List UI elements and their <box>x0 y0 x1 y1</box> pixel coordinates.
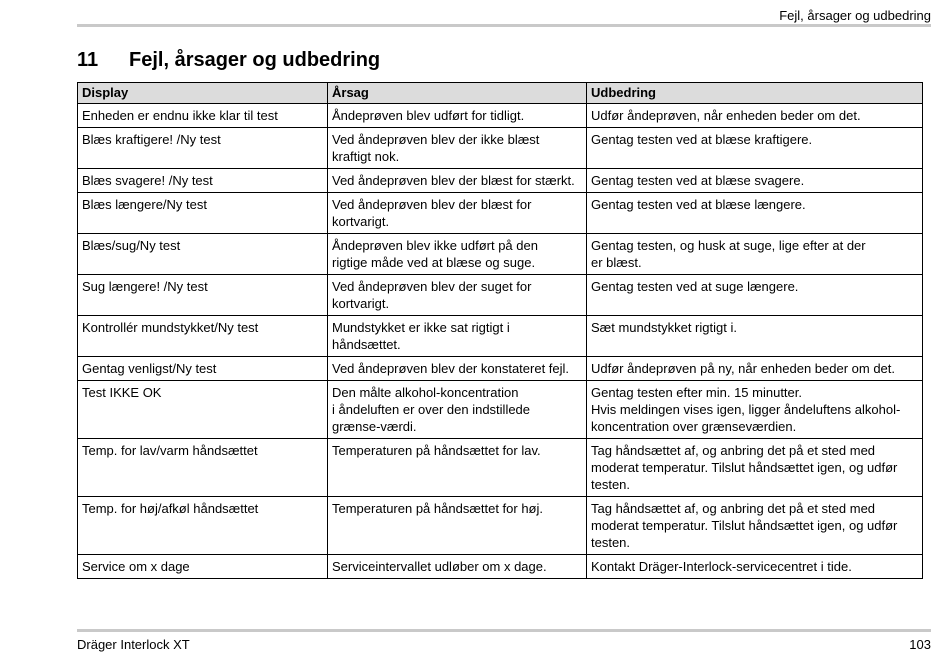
display-cell-text: Enheden er endnu ikke klar til test <box>82 108 278 123</box>
display-cell <box>78 381 328 439</box>
remedy-cell-text: moderat temperatur. Tilslut håndsættet igen, og udfør <box>591 518 898 533</box>
table-header-row <box>78 83 923 104</box>
cause-cell <box>328 381 587 439</box>
remedy-cell-text: koncentration over grænseværdien. <box>591 419 797 434</box>
table-row <box>78 316 923 357</box>
cause-cell-text: kraftigt nok. <box>332 149 400 164</box>
remedy-cell-text: Gentag testen ved at blæse svagere. <box>591 173 805 188</box>
cause-cell-text: Ved åndeprøven blev der ikke blæst <box>332 132 540 147</box>
cause-cell-text: Åndeprøven blev udført for tidligt. <box>332 108 525 123</box>
remedy-cell <box>587 104 923 128</box>
cause-cell-text: Mundstykket er ikke sat rigtigt i <box>332 320 510 335</box>
remedy-cell <box>587 555 923 579</box>
remedy-cell-text: Tag håndsættet af, og anbring det på et sted med <box>591 443 876 458</box>
table-row <box>78 439 923 497</box>
cause-cell-text: Temperaturen på håndsættet for høj. <box>332 501 544 516</box>
remedy-cell-text: Tag håndsættet af, og anbring det på et sted med <box>591 501 876 516</box>
remedy-cell-text: testen. <box>591 477 631 492</box>
remedy-cell-text: Gentag testen ved at blæse kraftigere. <box>591 132 813 147</box>
remedy-cell-text: testen. <box>591 535 631 550</box>
display-cell-text: Blæs/sug/Ny test <box>82 238 181 253</box>
display-cell <box>78 104 328 128</box>
cause-cell <box>328 357 587 381</box>
remedy-cell-text: moderat temperatur. Tilslut håndsættet igen, og udfør <box>591 460 898 475</box>
cause-cell-text: håndsættet. <box>332 337 401 352</box>
remedy-cell-text: Gentag testen ved at suge længere. <box>591 279 799 294</box>
table-row <box>78 275 923 316</box>
display-cell <box>78 169 328 193</box>
remedy-cell <box>587 316 923 357</box>
cause-cell <box>328 275 587 316</box>
cause-cell <box>328 104 587 128</box>
display-cell-text: Test IKKE OK <box>82 385 162 400</box>
cause-cell <box>328 193 587 234</box>
remedy-cell-text: Udfør åndeprøven på ny, når enheden beder om det. <box>591 361 896 376</box>
display-cell-text: Gentag venligst/Ny test <box>82 361 217 376</box>
cause-cell-text: Den målte alkohol-koncentration <box>332 385 519 400</box>
table-row <box>78 234 923 275</box>
cause-cell-text: Temperaturen på håndsættet for lav. <box>332 443 541 458</box>
remedy-cell <box>587 193 923 234</box>
table-row <box>78 555 923 579</box>
table-row <box>78 381 923 439</box>
remedy-cell <box>587 169 923 193</box>
cause-cell-text: rigtige måde ved at blæse og suge. <box>332 255 536 270</box>
display-cell-text: Temp. for høj/afkøl håndsættet <box>82 501 259 516</box>
column-header-cause: Årsag <box>328 83 587 104</box>
remedy-cell-text: Gentag testen ved at blæse længere. <box>591 197 806 212</box>
cause-cell-text: Åndeprøven blev ikke udført på den <box>332 238 538 253</box>
fault-table <box>77 82 923 579</box>
cause-cell-text: Ved åndeprøven blev der konstateret fejl. <box>332 361 570 376</box>
display-cell <box>78 193 328 234</box>
footer-product: Dräger Interlock XT <box>77 637 190 652</box>
display-cell <box>78 357 328 381</box>
footer-divider <box>77 629 931 632</box>
display-cell-text: Sug længere! /Ny test <box>82 279 208 294</box>
table-row <box>78 128 923 169</box>
display-cell <box>78 555 328 579</box>
display-cell <box>78 128 328 169</box>
table-row <box>78 169 923 193</box>
remedy-cell <box>587 275 923 316</box>
remedy-cell-text: Hvis meldingen vises igen, ligger åndeluftens alkohol- <box>591 402 901 417</box>
display-cell <box>78 275 328 316</box>
cause-cell-text: grænse-værdi. <box>332 419 417 434</box>
display-cell <box>78 439 328 497</box>
remedy-cell-text: Udfør åndeprøven, når enheden beder om det. <box>591 108 861 123</box>
cause-cell-text: Ved åndeprøven blev der blæst for <box>332 197 532 212</box>
section-title <box>77 49 380 72</box>
cause-cell-text: i åndeluften er over den indstillede <box>332 402 531 417</box>
display-cell-text: Blæs svagere! /Ny test <box>82 173 213 188</box>
remedy-cell <box>587 357 923 381</box>
remedy-cell-text: Gentag testen efter min. 15 minutter. <box>591 385 803 400</box>
remedy-cell-text: Kontakt Dräger-Interlock-servicecentret i tide. <box>591 559 852 574</box>
remedy-cell <box>587 234 923 275</box>
display-cell-text: Blæs længere/Ny test <box>82 197 207 212</box>
remedy-cell-text: er blæst. <box>591 255 642 270</box>
table-row <box>78 357 923 381</box>
cause-cell <box>328 169 587 193</box>
section-title-text: Fejl, årsager og udbedring <box>129 49 381 71</box>
cause-cell-text: Ved åndeprøven blev der blæst for stærkt. <box>332 173 575 188</box>
running-header: Fejl, årsager og udbedring <box>779 8 931 23</box>
column-header-display: Display <box>78 83 328 104</box>
table-body <box>78 104 923 579</box>
cause-cell <box>328 555 587 579</box>
cause-cell-text: kortvarigt. <box>332 214 390 229</box>
remedy-cell-text: Gentag testen, og husk at suge, lige efter at der <box>591 238 866 253</box>
cause-cell-text: kortvarigt. <box>332 296 390 311</box>
display-cell <box>78 497 328 555</box>
table-row <box>78 193 923 234</box>
column-header-remedy: Udbedring <box>587 83 923 104</box>
cause-cell-text: Serviceintervallet udløber om x dage. <box>332 559 547 574</box>
cause-cell <box>328 439 587 497</box>
display-cell-text: Service om x dage <box>82 559 190 574</box>
section-number: 11 <box>77 49 99 71</box>
display-cell <box>78 234 328 275</box>
cause-cell-text: Ved åndeprøven blev der suget for <box>332 279 532 294</box>
remedy-cell <box>587 128 923 169</box>
table-row <box>78 104 923 128</box>
remedy-cell <box>587 381 923 439</box>
display-cell-text: Temp. for lav/varm håndsættet <box>82 443 258 458</box>
cause-cell <box>328 128 587 169</box>
remedy-cell <box>587 439 923 497</box>
cause-cell <box>328 234 587 275</box>
display-cell-text: Blæs kraftigere! /Ny test <box>82 132 221 147</box>
display-cell-text: Kontrollér mundstykket/Ny test <box>82 320 259 335</box>
table-row <box>78 497 923 555</box>
header-divider <box>77 24 931 27</box>
remedy-cell <box>587 497 923 555</box>
cause-cell <box>328 316 587 357</box>
display-cell <box>78 316 328 357</box>
remedy-cell-text: Sæt mundstykket rigtigt i. <box>591 320 737 335</box>
page-number: 103 <box>909 637 931 652</box>
cause-cell <box>328 497 587 555</box>
